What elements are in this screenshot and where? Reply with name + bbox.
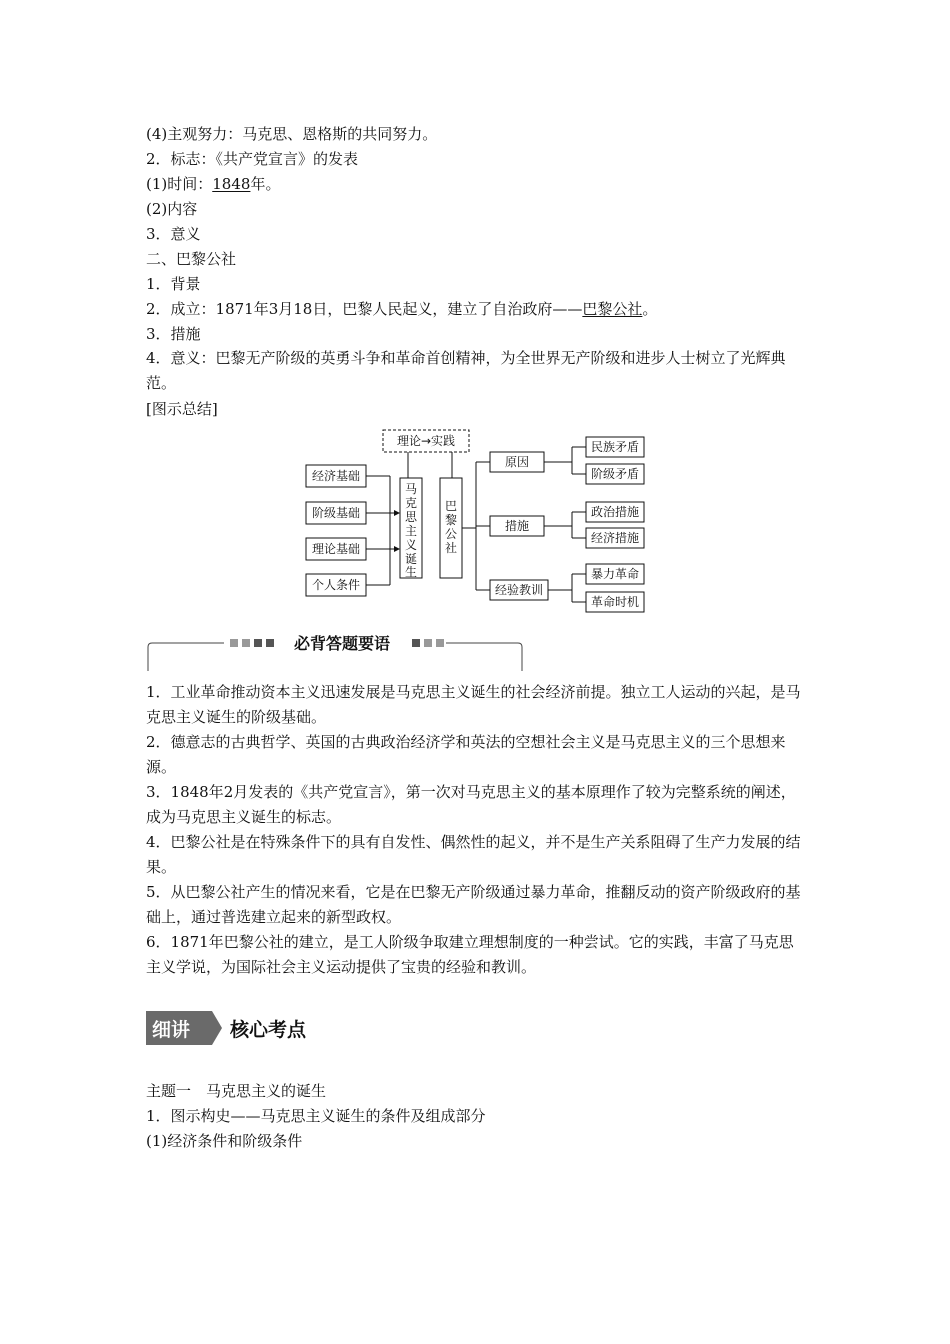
right-box-label: 政治措施 xyxy=(590,505,640,519)
center-right-char: 社 xyxy=(444,541,458,555)
time-suffix: 年。 xyxy=(250,175,281,193)
text-line: (4)主观努力：马克思、恩格斯的共同努力。 xyxy=(146,125,438,143)
key-points-header xyxy=(146,633,524,673)
text-line: (1)经济条件和阶级条件 xyxy=(146,1132,303,1150)
key-point: 2．德意志的古典哲学、英国的古典政治经济学和英法的空想社会主义是马克思主义的三个思想来源。 xyxy=(146,733,786,776)
right-box-label: 阶级矛盾 xyxy=(590,467,640,481)
text-line: 1．背景 xyxy=(146,275,201,293)
mid-box-label: 原因 xyxy=(504,455,530,469)
key-point: 5．从巴黎公社产生的情况来看，它是在巴黎无产阶级通过暴力革命，推翻反动的资产阶级政府的基础上，通过普选建立起来的新型政权。 xyxy=(146,883,801,926)
topic-heading: 主题一 马克思主义的诞生 xyxy=(146,1082,327,1100)
text-line: 2．标志：《共产党宣言》的发表 xyxy=(146,150,359,168)
center-left-char: 诞 xyxy=(404,552,418,566)
text-line: 3．意义 xyxy=(146,225,201,243)
center-left-char: 义 xyxy=(404,538,418,552)
founding-prefix: 2．成立：1871年3月18日，巴黎人民起义，建立了自治政府—— xyxy=(146,300,583,318)
center-right-char: 巴 xyxy=(444,499,458,513)
banner-right-label: 核心考点 xyxy=(230,1019,307,1041)
center-right-char: 黎 xyxy=(444,513,458,527)
left-box-label: 经济基础 xyxy=(311,469,361,483)
left-box-label: 个人条件 xyxy=(311,578,361,592)
center-left-char: 思 xyxy=(404,510,418,524)
center-left-char: 生 xyxy=(404,565,418,579)
center-left-char: 克 xyxy=(404,496,418,510)
founding-name: 巴黎公社 xyxy=(582,300,643,318)
mid-box-label: 措施 xyxy=(504,519,530,533)
center-right-char: 公 xyxy=(444,527,458,541)
right-box-label: 经济措施 xyxy=(590,531,640,545)
center-left-char: 主 xyxy=(404,524,418,538)
diagram-caption: [图示总结] xyxy=(146,400,218,418)
founding-suffix: 。 xyxy=(642,300,658,318)
banner-left-label: 细讲 xyxy=(152,1019,191,1041)
time-year: 1848 xyxy=(212,175,251,193)
section-heading: 二、巴黎公社 xyxy=(146,250,237,268)
mid-box-label: 经验教训 xyxy=(494,583,544,597)
key-points-list xyxy=(146,680,808,980)
key-point: 6．1871年巴黎公社的建立，是工人阶级争取建立理想制度的一种尝试。它的实践，丰富了马克思主义学说，为国际社会主义运动提供了宝贵的经验和教训。 xyxy=(146,933,794,976)
text-line: 3．措施 xyxy=(146,325,201,343)
core-points-banner xyxy=(146,1011,346,1045)
time-line xyxy=(146,174,280,194)
right-box-label: 民族矛盾 xyxy=(590,440,640,454)
summary-diagram xyxy=(300,428,650,618)
key-point: 3．1848年2月发表的《共产党宣言》，第一次对马克思主义的基本原理作了较为完整系统的阐述，成为马克思主义诞生的标志。 xyxy=(146,783,796,826)
founding-line xyxy=(146,299,657,319)
key-point: 1．工业革命推动资本主义迅速发展是马克思主义诞生的社会经济前提。独立工人运动的兴起，是马克思主义诞生的阶级基础。 xyxy=(146,683,801,726)
top-box-label: 理论→实践 xyxy=(396,434,456,448)
time-prefix: (1)时间： xyxy=(146,175,213,193)
right-box-label: 革命时机 xyxy=(590,595,640,609)
left-box-label: 阶级基础 xyxy=(311,506,361,520)
center-left-char: 马 xyxy=(404,482,418,496)
left-box-label: 理论基础 xyxy=(311,542,361,556)
right-box-label: 暴力革命 xyxy=(590,567,640,581)
key-points-title: 必背答题要语 xyxy=(293,634,391,653)
text-line: 1．图示构史——马克思主义诞生的条件及组成部分 xyxy=(146,1107,486,1125)
key-point: 4．巴黎公社是在特殊条件下的具有自发性、偶然性的起义，并不是生产关系阻碍了生产力发展的结果。 xyxy=(146,833,801,876)
text-line: (2)内容 xyxy=(146,200,198,218)
significance-paragraph: 4．意义：巴黎无产阶级的英勇斗争和革命首创精神，为全世界无产阶级和进步人士树立了光辉典范。 xyxy=(146,349,786,392)
